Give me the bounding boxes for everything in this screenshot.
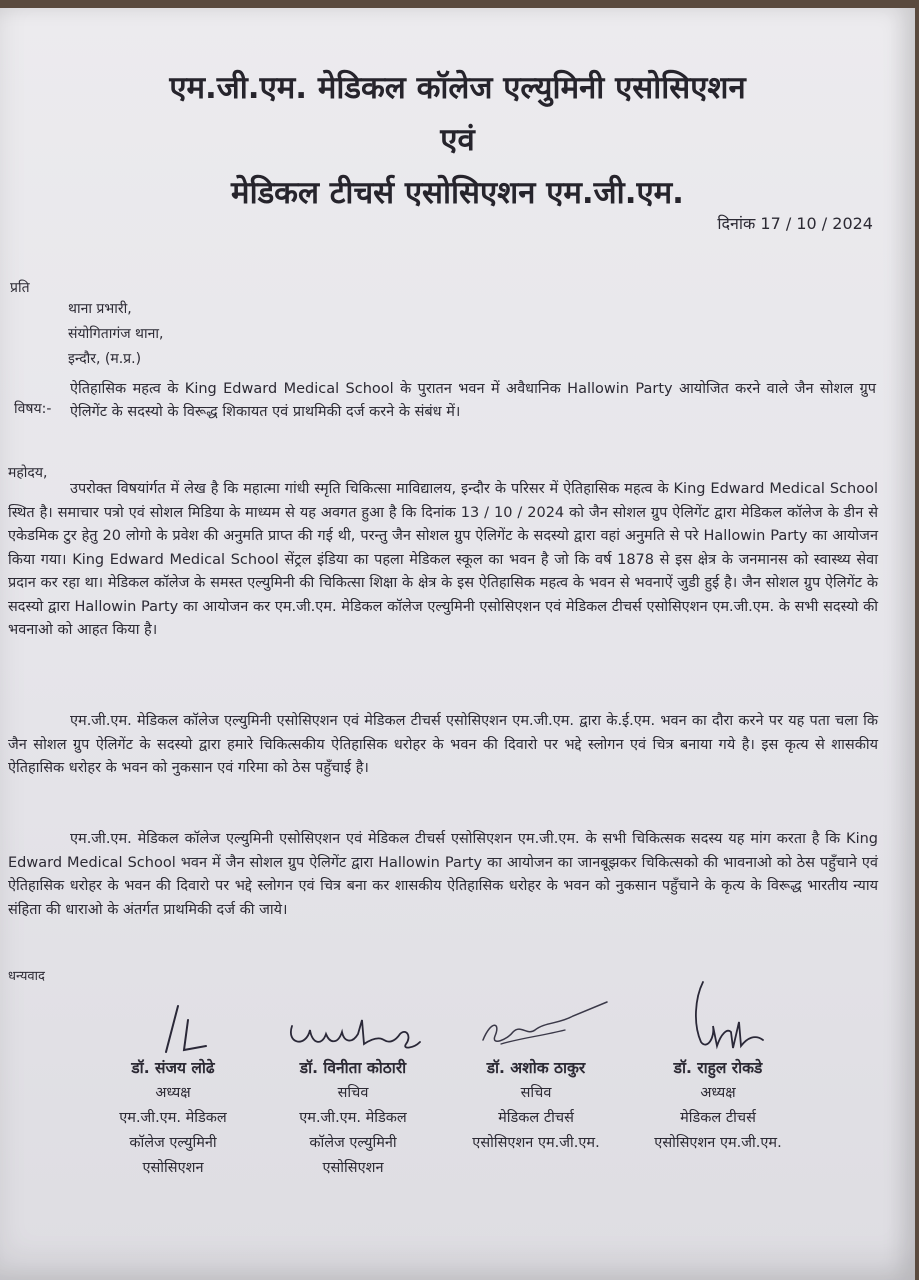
letterhead-line-3: मेडिकल टीचर्स एसोसिएशन एम.जी.एम. [231,175,684,211]
signatory-org-line: एसोसिएशन एम.जी.एम. [472,1135,600,1151]
recipient-prefix: प्रति [10,280,30,296]
body-paragraph-1: उपरोक्त विषयांर्गत में लेख है कि महात्मा गांधी स्मृति चिकित्सा माविद्यालय, इन्दौर के परिसर में ऐतिहासिक महत्व के King Edward Medical School स्थित है। समाचार पत्रो एवं सोशल मिडिया के माध्यम से यह अवगत हुआ है कि दिनांक 13 / 10 / 2024 को जैन सोशल ग्रुप ऐलिगेंट द्वारा मेडिकल कॉलेज के डीन से एकेडमिक टुर हेतु 20 लोगो के प्रवेश की अनुमति प्राप्त की गई थी, परन्तु जैन सोशल ग्रुप ऐलिगेंट के सदस्यो द्वारा वहां अनुमति से परे Hallowin Party का आयोजन किया गया। King Edward Medical School सेंट्रल इंडिया का पहला मेडिकल स्कूल का भवन है जो कि वर्ष 1878 से इस क्षेत्र के जनमानस को स्वास्थ्य सेवा प्रदान कर रहा था। मेडिकल कॉलेज के समस्त एल्युमिनी की चिकित्सा शिक्षा के क्षेत्र के इस ऐतिहासिक महत्व के भवन से भवनाऐं जुडी हुई है। जैन सोशल ग्रुप ऐलिगेंट के सदस्यो द्वारा Hallowin Party का आयोजन कर एम.जी.एम. मेडिकल कॉलेज एल्युमिनी एसोसिएशन एवं मेडिकल टीचर्स एसोसिएशन एम.जी.एम. के सभी सदस्यो की भवनाओ को आहत किया है। [8,481,878,638]
handwritten-signature-1 [118,1000,228,1056]
signatory-role: अध्यक्ष [155,1085,191,1101]
signatory-name: डॉ. राहुल रोकडे [673,1059,763,1077]
signatory-org-line: एम.जी.एम. मेडिकल [299,1110,407,1126]
handwritten-signature-4 [643,978,793,1056]
signatory-block-4 [628,978,808,1156]
signatory-org-line: एसोसिएशन एम.जी.एम. [654,1135,782,1151]
signatory-name: डॉ. संजय लोढे [131,1059,215,1077]
signatory-block-2 [268,1000,438,1181]
body-paragraph-2: एम.जी.एम. मेडिकल कॉलेज एल्युमिनी एसोसिएशन एवं मेडिकल टीचर्स एसोसिएशन एम.जी.एम. द्वारा के.ई.एम. भवन का दौरा करने पर यह पता चला कि जैन सोशल ग्रुप ऐलिगेंट के सदस्यो द्वारा हमारे चिकित्सकीय ऐतिहासिक धरोहर के भवन की दिवारो पर भद्दे स्लोगन एवं चित्र बनाया गये है। इस कृत्य से शासकीय ऐतिहासिक धरोहर के भवन को नुकसान एवं गरिमा को ठेस पहुँचाई है। [8,713,878,776]
signatory-org-line: मेडिकल टीचर्स [498,1110,574,1126]
recipient-line-2: संयोगितागंज थाना, [68,326,164,342]
body-paragraph-3: एम.जी.एम. मेडिकल कॉलेज एल्युमिनी एसोसिएशन एवं मेडिकल टीचर्स एसोसिएशन एम.जी.एम. के सभी चिकित्सक सदस्य यह मांग करता है कि King Edward Medical School भवन में जैन सोशल ग्रुप ऐलिगेंट द्वारा Hallowin Party का आयोजन का जानबूझकर चिकित्सको की भावनाओ को ठेस पहुँचाने एवं ऐतिहासिक धरोहर के भवन की दिवारो पर भद्दे स्लोगन एवं चित्र बना कर शासकीय ऐतिहासिक धरोहर के भवन को नुकसान पहुँचाने के कृत्य के विरूद्ध भारतीय न्याय संहिता की धाराओ के अंतर्गत प्राथमिकी दर्ज की जाये। [8,831,878,918]
signatory-role: सचिव [520,1085,552,1101]
signatory-block-1 [88,1000,258,1181]
signatory-role: सचिव [337,1085,369,1101]
signatory-org-line: एसोसिएशन [322,1160,384,1176]
salutation: महोदय, [8,465,48,481]
signatory-org-line: मेडिकल टीचर्स [680,1110,756,1126]
signatory-block-3 [446,1000,626,1156]
signatory-org-line: कॉलेज एल्युमिनी [309,1135,397,1151]
letter-page [0,8,915,1280]
letter-date: दिनांक 17 / 10 / 2024 [717,214,873,233]
recipient-line-1: थाना प्रभारी, [68,301,132,317]
signatory-name: डॉ. अशोक ठाकुर [486,1059,586,1077]
handwritten-signature-2 [278,1000,428,1056]
signatory-name: डॉ. विनीता कोठारी [299,1059,407,1077]
subject-label: विषय:- [14,401,52,417]
handwritten-signature-3 [461,1000,611,1056]
signatory-org-line: कॉलेज एल्युमिनी [129,1135,217,1151]
signatory-org-line: एम.जी.एम. मेडिकल [119,1110,227,1126]
signatory-org-line: एसोसिएशन [142,1160,204,1176]
letterhead-line-2: एवं [440,122,475,158]
closing-thanks: धन्यवाद [8,969,45,984]
recipient-line-3: इन्दौर, (म.प्र.) [68,351,142,367]
letterhead-line-1: एम.जी.एम. मेडिकल कॉलेज एल्युमिनी एसोसिएशन [169,70,746,106]
signatory-role: अध्यक्ष [700,1085,736,1101]
subject-text: ऐतिहासिक महत्व के King Edward Medical School के पुरातन भवन में अवैधानिक Hallowin Party आयोजित करने वाले जैन सोशल ग्रुप ऐलिगेंट के सदस्यो के विरूद्ध शिकायत एवं प्राथमिकी दर्ज करने के संबंध में। [70,381,876,420]
